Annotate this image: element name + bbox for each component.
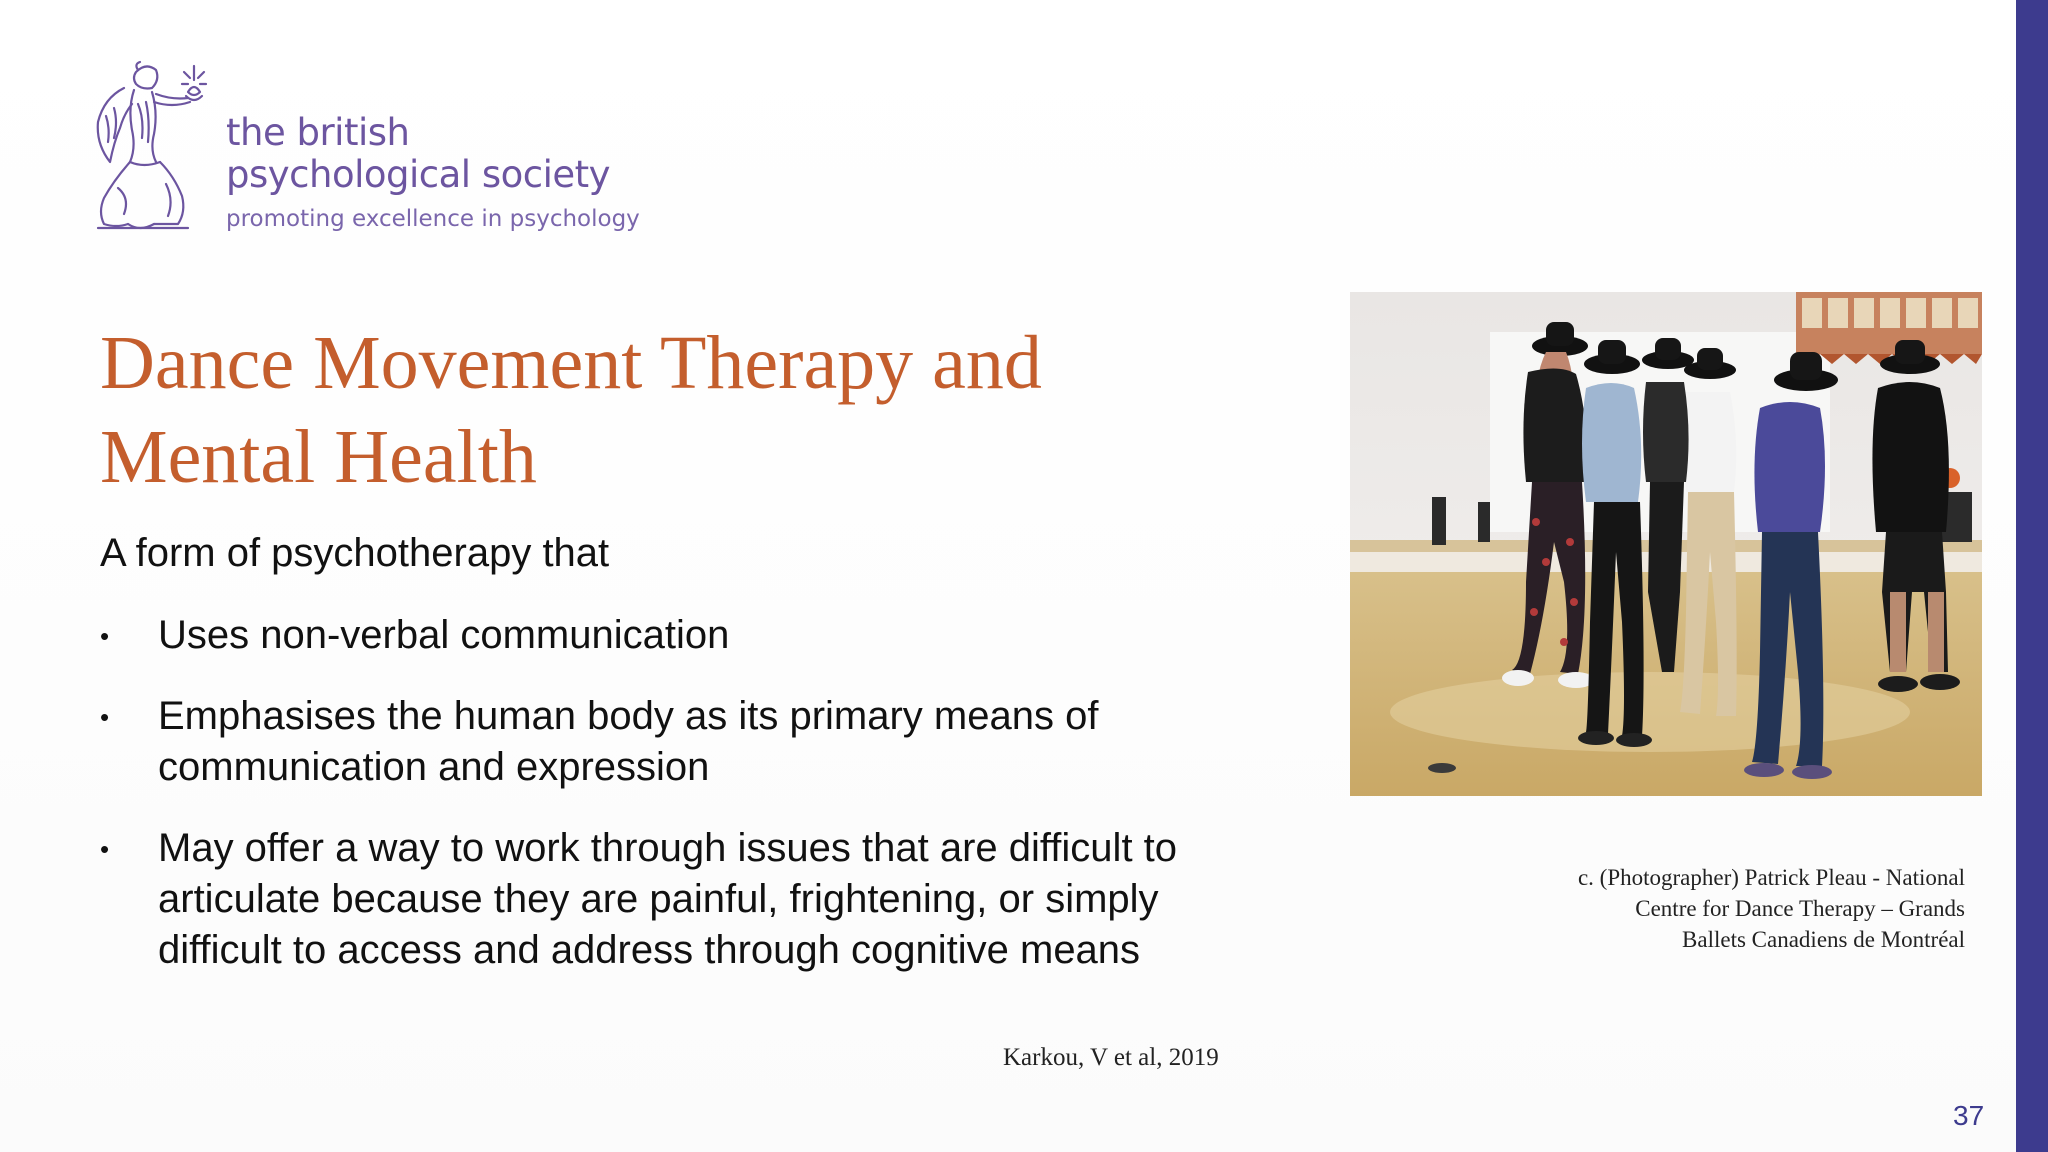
slide-title-line-2: Mental Health	[100, 415, 537, 499]
accent-side-bar	[2016, 0, 2048, 1152]
bullet-dot-icon: •	[100, 621, 110, 651]
slide-title-line-1: Dance Movement Therapy and	[100, 321, 1042, 405]
bullet-item	[100, 691, 1280, 793]
intro-text: A form of psychotherapy that	[100, 531, 610, 575]
bullet-line: Uses non-verbal communication	[158, 613, 730, 657]
kneeling-figure-logo-icon	[84, 58, 214, 238]
brand-line-2: psychological society	[226, 153, 611, 196]
bullet-line: articulate because they are painful, frightening, or simply	[158, 877, 1159, 921]
caption-line: c. (Photographer) Patrick Pleau - National	[1577, 865, 1965, 890]
bps-wordmark	[226, 112, 640, 234]
caption-line: Centre for Dance Therapy – Grands	[1635, 896, 1965, 921]
bullet-line: communication and expression	[158, 745, 710, 789]
bullet-item	[100, 610, 1280, 661]
brand-line-1: the british	[226, 111, 410, 154]
brand-tagline: promoting excellence in psychology	[226, 206, 640, 232]
photo-caption	[1578, 862, 1965, 955]
bullet-dot-icon: •	[100, 834, 110, 864]
bullet-text	[158, 823, 1280, 976]
citation: Karkou, V et al, 2019	[1003, 1044, 1219, 1071]
bps-logo	[84, 58, 644, 238]
bullet-text	[158, 610, 1280, 661]
dance-therapy-photo	[1350, 292, 1982, 796]
bullet-dot-icon: •	[100, 702, 110, 732]
bullet-item	[100, 823, 1280, 976]
page-number: 37	[1953, 1100, 1985, 1131]
bullet-text	[158, 691, 1280, 793]
bullet-line: May offer a way to work through issues that are difficult to	[158, 826, 1178, 870]
caption-line: Ballets Canadiens de Montréal	[1682, 927, 1965, 952]
bullet-list	[100, 610, 1280, 1006]
bullet-line: Emphasises the human body as its primary means of	[158, 694, 1099, 738]
slide-title	[100, 316, 1200, 504]
bullet-line: difficult to access and address through cognitive means	[158, 928, 1141, 972]
